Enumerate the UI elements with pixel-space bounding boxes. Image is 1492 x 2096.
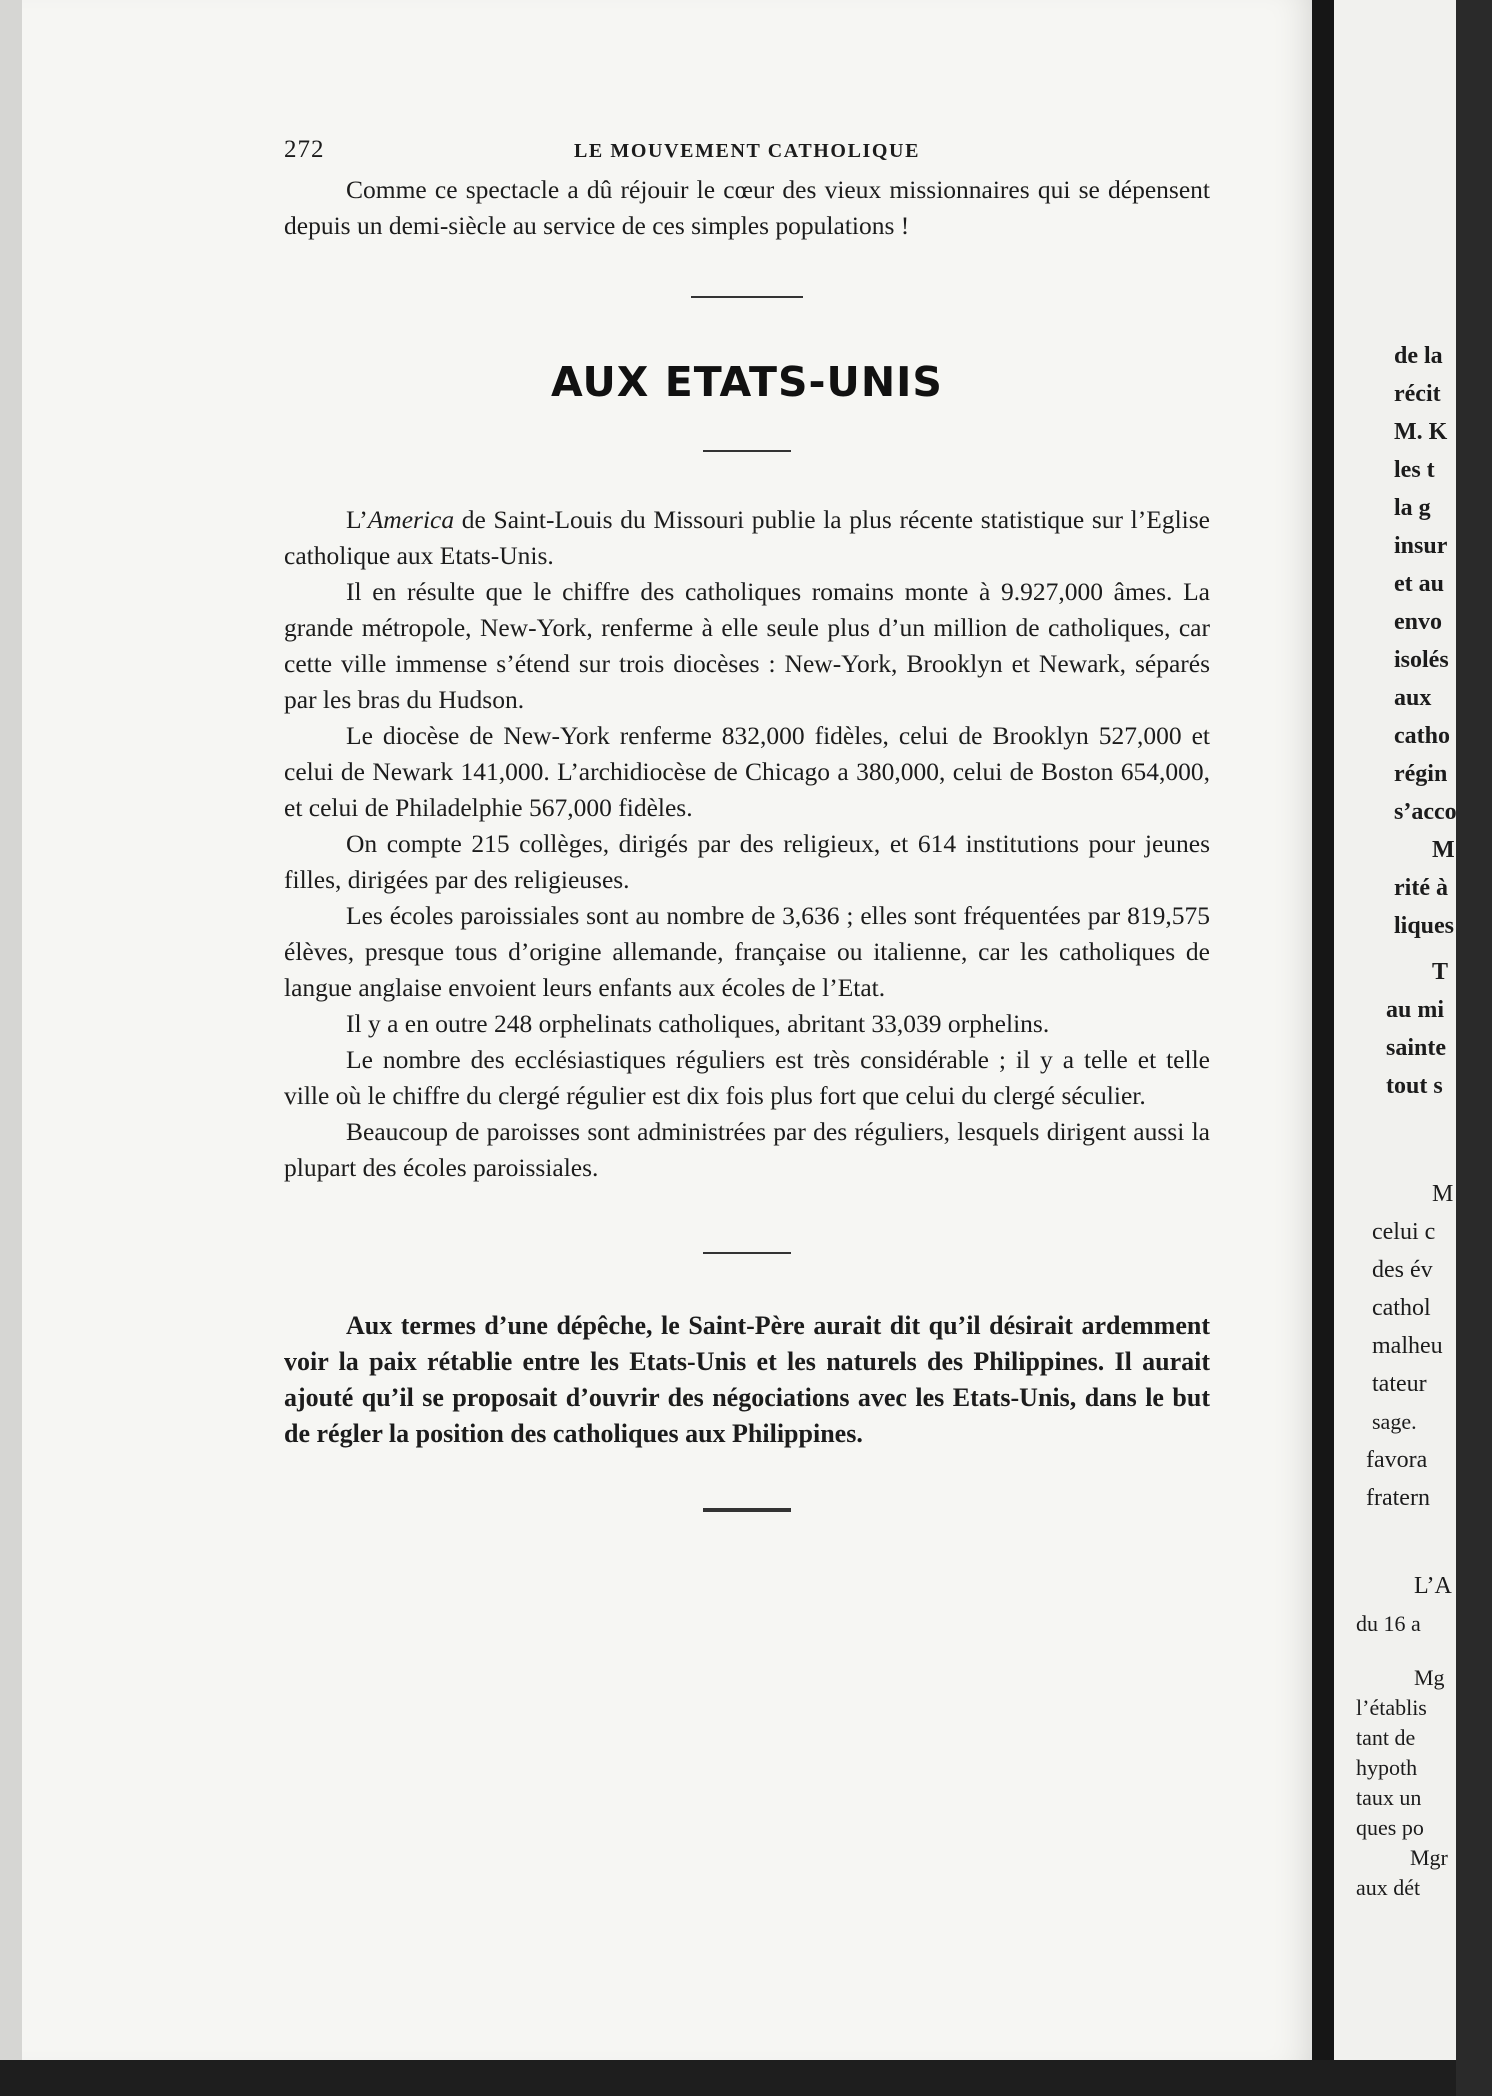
right-page-fragment: liques <box>1394 913 1455 939</box>
publication-title: America <box>367 505 455 534</box>
right-page-fragment: aux dét <box>1356 1875 1421 1900</box>
paragraph-colleges: On compte 215 collèges, dirigés par des religieux, et 614 institutions pour jeunes filles, dirigées par des religieuses. <box>284 829 1210 894</box>
right-page-fragment: L’A <box>1414 1573 1452 1599</box>
paragraph-clergy: Le nombre des ecclésiastiques réguliers est très considérable ; il y a telle et telle ville où le chiffre du clergé régulier est dix fois plus fort que celui du clergé séculier. <box>284 1045 1210 1110</box>
right-page-fragment: celui c <box>1372 1219 1436 1245</box>
paragraph-parishes: Beaucoup de paroisses sont administrées par des réguliers, lesquels dirigent aussi la plupart des écoles paroissiales. <box>284 1117 1210 1182</box>
paragraph-schools: Les écoles paroissiales sont au nombre de 3,636 ; elles sont fréquentées par 819,575 élèves, presque tous d’origine allemande, française ou italienne, car les catholiques de langue anglaise envoient leurs enfants aux écoles de l’Etat. <box>284 901 1210 1002</box>
book-gutter <box>1312 0 1334 2096</box>
right-page-fragment: récit <box>1394 381 1441 407</box>
closing-divider <box>703 1508 791 1512</box>
section-heading: AUX ETATS-UNIS <box>551 358 943 406</box>
right-page-fragment: rité à <box>1394 875 1448 901</box>
right-page-fragment: cathol <box>1372 1295 1431 1321</box>
right-page-fragment: tateur <box>1372 1371 1427 1397</box>
right-page-fragment: malheu <box>1372 1333 1443 1359</box>
right-page-fragment: régin <box>1394 761 1448 787</box>
right-page-fragment: isolés <box>1394 647 1449 673</box>
page-number: 272 <box>284 136 325 163</box>
paragraph-orphanages: Il y a en outre 248 orphelinats catholiques, abritant 33,039 orphelins. <box>346 1009 1050 1038</box>
right-page-fragment: M <box>1432 1181 1454 1207</box>
left-margin-shadow <box>0 0 22 2096</box>
right-page-fragment: envo <box>1394 609 1442 635</box>
paragraph-dioceses: Le diocèse de New-York renferme 832,000 fidèles, celui de Brooklyn 527,000 et celui de Newark 141,000. L’archidiocèse de Chicago a 380,000, celui de Boston 654,000, et celui de Philadelphie 567,000 fidèles. <box>284 721 1210 822</box>
paragraph-catholic-count: Il en résulte que le chiffre des catholiques romains monte à 9.927,000 âmes. La grande métropole, New-York, renferme à elle seule plus d’un million de catholiques, car cette ville immense s’étend sur trois diocèses : New-York, Brooklyn et Newark, séparés par les bras du Hudson. <box>284 577 1210 714</box>
right-page-fragment: hypoth <box>1356 1755 1418 1780</box>
right-page-fragment: favora <box>1366 1447 1428 1473</box>
right-page-fragment: et au <box>1394 571 1444 597</box>
right-page-fragment: fratern <box>1366 1485 1430 1511</box>
right-page-fragment: M. K <box>1394 419 1448 445</box>
paragraph-america <box>284 502 1210 574</box>
running-header <box>284 120 1210 168</box>
paragraph-america-text: de Saint-Louis du Missouri publie la plus récente statistique sur l’Eglise catholique aux Etats-Unis. <box>284 505 1210 570</box>
right-page-fragment: catho <box>1394 723 1450 749</box>
right-page-fragment: s’acco <box>1394 799 1457 825</box>
scan-bottom-edge <box>0 2060 1456 2096</box>
right-page-fragment: du 16 a <box>1356 1611 1421 1636</box>
right-page-fragment: sainte <box>1386 1035 1446 1061</box>
right-page-fragment: l’établis <box>1356 1695 1427 1720</box>
right-page-fragment: des év <box>1372 1257 1433 1283</box>
right-page-fragment: Mgr <box>1410 1845 1448 1870</box>
right-page-fragment: ques po <box>1356 1815 1424 1840</box>
page-content <box>284 120 1210 1512</box>
paragraph-america-prefix: L’ <box>346 505 368 534</box>
right-page-fragment: les t <box>1394 457 1435 483</box>
right-page-fragment: M <box>1432 837 1455 863</box>
right-page-fragment: la g <box>1394 495 1431 521</box>
intro-paragraph: Comme ce spectacle a dû réjouir le cœur des vieux missionnaires qui se dépensent depuis un demi-siècle au service de ces simples populations ! <box>284 175 1210 240</box>
paragraph-philippines: Aux termes d’une dépêche, le Saint-Père aurait dit qu’il désirait ardemment voir la paix rétablie entre les Etats-Unis et les naturels des Philippines. Il aurait ajouté qu’il se proposait d’ouvrir des négociations avec les Etats-Unis, dans le but de régler la position des catholiques aux Philippines. <box>284 1311 1210 1448</box>
right-page-fragment: tant de <box>1356 1725 1416 1750</box>
right-page-fragment: taux un <box>1356 1785 1422 1810</box>
running-title: LE MOUVEMENT CATHOLIQUE <box>573 140 921 162</box>
right-page-fragment: au mi <box>1386 997 1445 1023</box>
right-page-fragment: insur <box>1394 533 1448 559</box>
right-page-fragment: Mg <box>1414 1665 1445 1690</box>
right-page-fragment: T <box>1432 959 1449 985</box>
right-page-fragment: sage. <box>1372 1409 1417 1434</box>
right-page-fragment: aux <box>1394 685 1432 711</box>
right-page-fragment: de la <box>1394 343 1443 369</box>
right-page-fragment: tout s <box>1386 1073 1443 1099</box>
